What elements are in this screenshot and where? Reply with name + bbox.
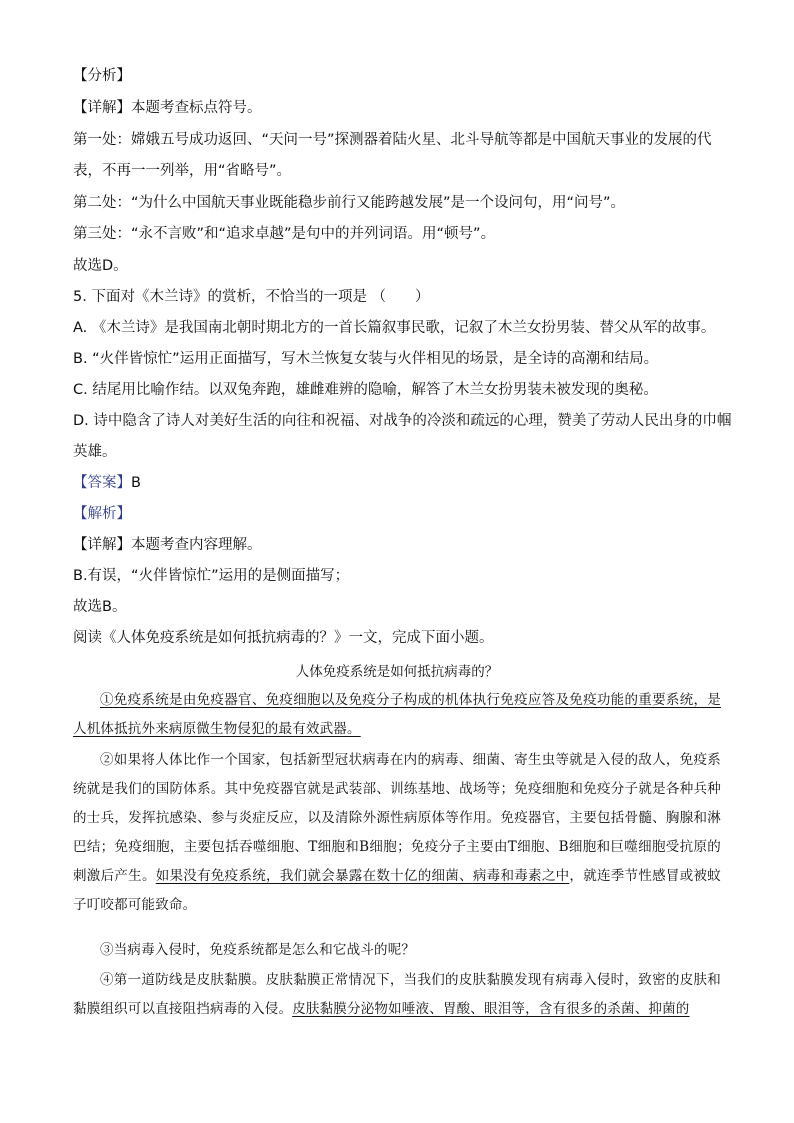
analysis-tag: 【解析】 (73, 506, 131, 522)
underlined-text: 皮肤黏膜分泌物如唾液、胃酸、眼泪等，含有很多的杀菌、抑菌的 (292, 1001, 690, 1017)
underlined-text: 病毒和毒素之中 (472, 868, 570, 884)
reading-intro: 阅读《人体免疫系统是如何抵抗病毒的？》一文，完成下面小题。 (73, 630, 494, 646)
option-d-continued: 英雄。 (73, 444, 117, 460)
answer-tag: 【答案】 (73, 475, 131, 491)
underlined-text: ①免疫系统是由免疫器官、免疫细胞以及免疫分子构成的机体执行免疫应答及免疫功能的重要系统，是人机体抵抗外来病原微生物侵犯的最有效武器。 (73, 692, 721, 737)
explanation-line: 第三处：“永不言败”和“追求卓越”是句中的并列词语。用“顿号”。 (73, 226, 496, 242)
detail-heading: 【详解】本题考查标点符号。 (73, 100, 262, 116)
article-paragraph-3: ③当病毒入侵时，免疫系统都是怎么和它战斗的呢？ (100, 942, 416, 958)
explanation-line: 第一处：嫦娥五号成功返回、“天问一号”探测器着陆火星、北斗导航等都是中国航天事业的发展的代 (73, 132, 712, 148)
article-title: 人体免疫系统是如何抵抗病毒的？ (295, 664, 499, 680)
article-paragraph-2: ②如果将人体比作一个国家，包括新型冠状病毒在内的病毒、细菌、寄生虫等就是入侵的敌人，免疫系统就是我们的国防体系。其中免疫器官就是武装部、训练基地、战场等；免疫细胞和免疫分子就是各种兵种的士兵，发挥抗感染、参与炎症反应，以及清除外源性病原体等作用。免疫器官，主要包括骨髓、胸腺和淋巴结；免疫细胞，主要包括吞噬细胞、T细胞和B细胞；免疫分子主要由T细胞、B细胞和巨噬细胞受抗原的刺激后产生。如果没有免疫系统，我们就会暴露在数十亿的细菌、病毒和毒素之中，就连季节性感冒或被蚊子叮咬都可能致命。 (73, 752, 721, 913)
article-paragraph-1 (73, 686, 721, 744)
explanation-line: 第二处：“为什么中国航天事业既能稳步前行又能跨越发展”是一个设问句，用“问号”。 (73, 195, 626, 211)
choice-conclusion: 故选D。 (73, 258, 128, 274)
option-d: D. 诗中隐含了诗人对美好生活的向往和祝福、对战争的冷淡和疏远的心理，赞美了劳动人民出身的巾帼 (73, 413, 732, 429)
explanation-line: 表，不再一一列举，用“省略号”。 (73, 163, 292, 179)
underlined-text: 如果没有免疫系统，我们就会暴露在数十亿的细菌、 (155, 868, 473, 884)
analysis-heading: 【分析】 (73, 68, 131, 84)
option-a: A. 《木兰诗》是我国南北朝时期北方的一首长篇叙事民歌，记叙了木兰女扮男装、替父从军的故事。 (73, 320, 716, 336)
explanation-line: B.有误，“火伴皆惊忙”运用的是侧面描写； (73, 568, 350, 584)
question-5: 5. 下面对《木兰诗》的赏析，不恰当的一项是 （ ） (73, 289, 430, 305)
article-paragraph-4: ④第一道防线是皮肤黏膜。皮肤黏膜正常情况下，当我们的皮肤黏膜发现有病毒入侵时，致密的皮肤和黏膜组织可以直接阻挡病毒的入侵。皮肤黏膜分泌物如唾液、胃酸、眼泪等，含有很多的杀菌、抑菌的 (73, 972, 721, 1017)
answer-value: B (131, 475, 141, 491)
option-b: B. “火伴皆惊忙”运用正面描写，写木兰恢复女装与火伴相见的场景，是全诗的高潮和结局。 (73, 351, 659, 367)
option-c: C. 结尾用比喻作结。以双兔奔跑，雄雌难辨的隐喻，解答了木兰女扮男装未被发现的奥秘。 (73, 382, 658, 398)
choice-conclusion: 故选B。 (73, 599, 127, 615)
detail-heading: 【详解】本题考查内容理解。 (73, 537, 262, 553)
answer-line (73, 473, 723, 493)
